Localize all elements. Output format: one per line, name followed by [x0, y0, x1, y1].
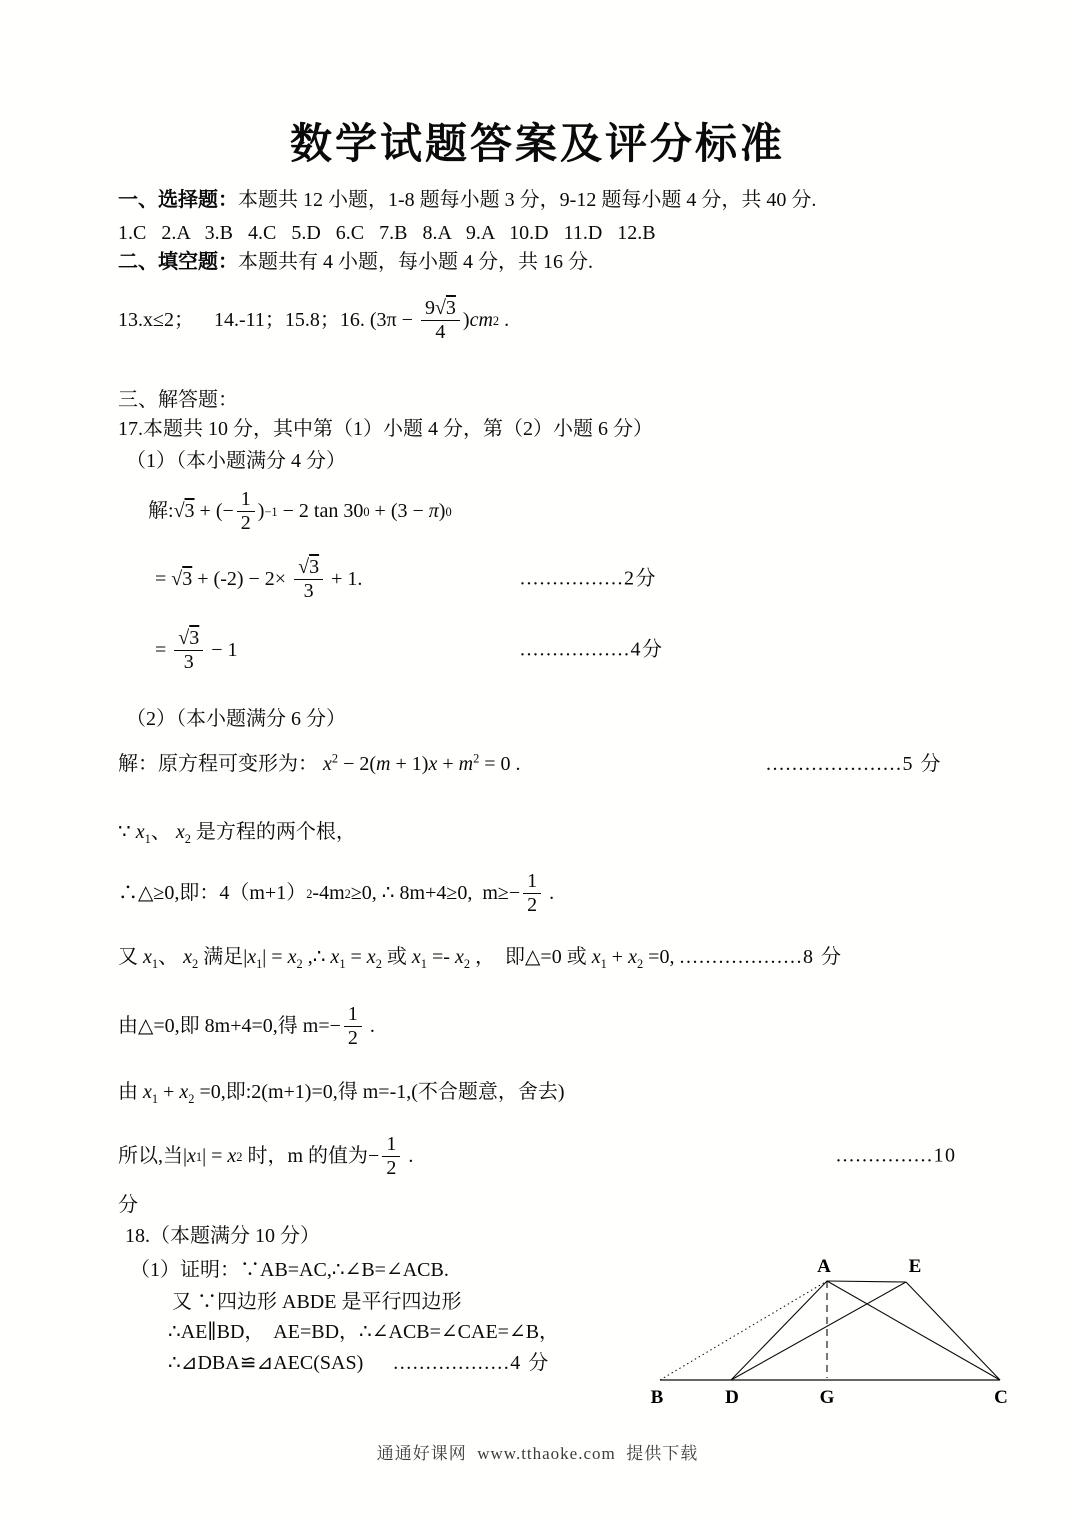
formula-text: + (−	[194, 500, 234, 522]
subscript: 2	[184, 832, 191, 846]
superscript: 2	[473, 751, 480, 766]
subscript: 2	[375, 957, 382, 971]
q17-part2-line7: 所以,当 | x 1 | = x 2 时，m 的值为− $\frac{1}{2}$ . ...............10	[118, 1133, 957, 1179]
formula-text: =	[155, 639, 172, 661]
formula-text: .	[544, 882, 555, 904]
formula-text: − 2(	[338, 753, 377, 775]
q17-part2-line2	[118, 820, 356, 845]
formula-text: =-	[426, 946, 455, 968]
section2-answers: 13.x≤2； 14.-11；15.8；16. (3π − $\frac{9√3}{4}$ ) cm 2 .	[118, 297, 510, 343]
fraction	[523, 870, 541, 917]
figure-line-AC	[827, 1281, 1000, 1380]
q18-line2: 又 ∵四边形 ABDE 是平行四边形	[172, 1291, 462, 1313]
subscript: 1	[256, 957, 263, 971]
sqrt-radicand: 3	[182, 568, 193, 590]
formula-text: + (3 −	[369, 500, 429, 522]
figure-label-D: D	[725, 1387, 739, 1408]
footer-text: 通通好课网 www.tthaoke.com 提供下载	[376, 1444, 699, 1463]
formula-text: 又	[118, 946, 143, 968]
fraction-denominator	[180, 651, 198, 674]
formula-part: x	[227, 1145, 237, 1167]
formula-text: 解:	[148, 500, 174, 522]
subscript: 2	[463, 957, 471, 971]
fraction-denominator	[431, 321, 449, 344]
formula-text: +	[437, 753, 459, 775]
q17-part1-label: （1）（本小题满分 4 分）	[126, 450, 346, 472]
q18-line3: ∴AE∥BD， AE=BD，∴∠ACB=∠CAE=∠B，	[168, 1321, 560, 1343]
score-dots: ...............10	[836, 1143, 957, 1166]
fraction-denominator	[300, 580, 318, 603]
formula-text: 所以,当	[118, 1145, 183, 1167]
formula-text: 2	[386, 1157, 397, 1179]
fraction-numerator	[174, 627, 203, 651]
formula-part: x	[187, 1145, 196, 1167]
q17-part2-line3: ∴△≥0,即：4（m+1） 2 -4m 2 ≥0, ∴ 8m+4≥0, m≥− $\frac{1}{2}$ .	[118, 870, 555, 916]
formula-part: x	[175, 821, 185, 843]
superscript: 2	[331, 751, 339, 766]
formula-part: x	[366, 946, 376, 968]
formula-text: ∴△≥0,即：4（m+1）	[118, 882, 307, 904]
sqrt-radicand: 3	[184, 500, 195, 522]
page-title: 数学试题答案及评分标准	[289, 120, 785, 167]
q18-line1: （1）证明：∵AB=AC,∴∠B=∠ACB.	[130, 1259, 449, 1281]
subscript: 1	[339, 957, 346, 971]
fraction-denominator	[382, 1157, 400, 1180]
formula-part: x	[628, 946, 637, 968]
figure-label-G: G	[819, 1387, 835, 1408]
section2-heading-bold: 二、填空题：	[118, 251, 238, 273]
formula-part: π	[428, 500, 439, 522]
formula-part: x	[143, 1081, 152, 1103]
q17-part1-step2	[155, 556, 715, 603]
formula-text: − 1	[206, 639, 238, 661]
formula-text: ≥0, ∴ 8m+4≥0, m≥−	[350, 882, 521, 904]
formula-text: +	[606, 946, 629, 968]
formula-text: = 0 .	[479, 753, 521, 775]
score-dots: ................2分	[520, 566, 657, 589]
formula-text: =0,	[643, 946, 680, 968]
formula-text: .	[499, 309, 510, 331]
formula-text: =	[345, 946, 367, 968]
formula-text: 2	[240, 512, 251, 534]
sqrt-radical: √3	[178, 627, 200, 649]
subscript: 2	[188, 1092, 195, 1106]
formula-text: + 1)	[390, 753, 429, 775]
figure-line-AE	[827, 1281, 906, 1282]
formula-text: ， 即△=0 或	[470, 946, 592, 968]
formula-part: x	[143, 946, 152, 968]
figure-line-EC	[906, 1282, 1000, 1380]
geometry-figure	[643, 1250, 1025, 1412]
formula-part: x	[247, 946, 257, 968]
subscript: 1	[151, 1092, 159, 1106]
fraction-numerator	[523, 870, 541, 894]
formula-part: m	[458, 753, 474, 775]
section1-heading-rest: 本题共 12 小题，1-8 题每小题 3 分，9-12 题每小题 4 分，共 40 分.	[238, 189, 817, 211]
score-dots: ...................8 分	[679, 946, 843, 968]
subscript: 1	[420, 957, 427, 971]
formula-part: x	[179, 1081, 189, 1103]
formula-text: .	[364, 1015, 375, 1037]
formula-text: 、	[150, 821, 176, 843]
subscript: 2	[296, 957, 303, 971]
fraction-denominator	[523, 894, 541, 917]
q17-intro: 17.本题共 10 分，其中第（1）小题 4 分，第（2）小题 6 分）	[118, 418, 653, 440]
fraction	[382, 1133, 400, 1180]
formula-part: x	[287, 946, 297, 968]
subscript: 1	[600, 957, 607, 971]
formula-text: 2	[527, 894, 538, 916]
formula-text: 13.x≤2； 14.-11；15.8；16. (3π −	[118, 309, 418, 331]
fraction-denominator	[344, 1027, 362, 1050]
q17-part2-label: （2）（本小题满分 6 分）	[126, 708, 346, 730]
formula-text: )	[462, 309, 470, 331]
figure-label-E: E	[908, 1256, 922, 1277]
formula-text: )	[257, 500, 265, 522]
q18-intro: 18.（本题满分 10 分）	[125, 1225, 320, 1247]
figure-line-DA	[731, 1281, 827, 1380]
q17-part1-step3	[155, 627, 715, 674]
fraction-denominator	[237, 512, 255, 535]
formula-text: 解：原方程可变形为：	[118, 753, 323, 775]
sqrt-radicand: 3	[309, 556, 320, 578]
section2-heading	[118, 250, 593, 275]
formula-text: 1	[386, 1133, 397, 1155]
formula-text: ∵	[118, 821, 136, 843]
figure-label-B: B	[650, 1387, 664, 1408]
formula-part: cm	[469, 309, 493, 331]
formula-text: 、	[158, 946, 184, 968]
fraction	[294, 556, 323, 603]
fraction-numerator	[344, 1003, 362, 1027]
section1-heading	[118, 188, 816, 213]
formula-text: )	[438, 500, 446, 522]
sqrt-radical: √3	[434, 297, 456, 319]
section2-heading-rest: 本题共有 4 小题，每小题 4 分，共 16 分.	[238, 251, 593, 273]
section1-answers: 1.C 2.A 3.B 4.C 5.D 6.C 7.B 8.A 9.A 10.D 11.D 12.B	[118, 222, 656, 244]
figure-label-A: A	[817, 1256, 831, 1277]
q17-part2-line8: 分	[118, 1194, 138, 1216]
q17-part2-line6	[118, 1080, 565, 1105]
formula-text: 或	[381, 946, 412, 968]
sqrt-radical: √3	[173, 500, 195, 522]
subscript: 2	[636, 957, 644, 971]
fraction	[174, 627, 203, 674]
formula-text: 4	[435, 321, 446, 343]
fraction	[344, 1003, 362, 1050]
formula-text: +	[158, 1081, 180, 1103]
formula-text: 3	[183, 651, 194, 673]
formula-text: − 2 tan 30	[277, 500, 364, 522]
formula-text: 2	[347, 1027, 358, 1049]
formula-text: + 1.	[326, 568, 363, 590]
q17-part2-line4	[118, 945, 842, 970]
formula-text: 1	[347, 1003, 358, 1025]
formula-part: x	[135, 821, 145, 843]
formula-text: 是方程的两个根，	[190, 821, 356, 843]
figure-label-C: C	[994, 1387, 1008, 1408]
formula-text: ∴⊿DBA≌⊿AEC(SAS)	[168, 1352, 394, 1374]
q17-part2-line5	[118, 1003, 375, 1050]
formula-part: x	[330, 946, 340, 968]
formula-part: x	[411, 946, 421, 968]
sqrt-radicand: 3	[189, 627, 200, 649]
formula-text: 9	[424, 297, 435, 319]
subscript: 1	[151, 957, 159, 971]
sqrt-radicand: 3	[445, 297, 456, 319]
figure-line-DE	[731, 1282, 906, 1380]
fraction	[421, 297, 460, 344]
formula-text: 1	[240, 488, 251, 510]
q17-part1-step1: 解: √3 + (− $\frac{1}{2}$ ) −1 − 2 tan 30 0 + (3 − π ) 0	[148, 488, 452, 534]
formula-text: 时，m 的值为−	[242, 1145, 380, 1167]
formula-text: 由	[118, 1081, 143, 1103]
formula-text: |	[243, 946, 248, 968]
formula-text: =0,即:2(m+1)=0,得 m=-1,(不合题意，舍去)	[194, 1081, 565, 1103]
geometry-figure-svg	[643, 1250, 1025, 1412]
fraction-numerator	[294, 556, 323, 580]
q17-part2-line1	[118, 752, 978, 777]
formula-text: |	[183, 1145, 188, 1167]
formula-text: 满足	[198, 946, 244, 968]
fraction-numerator	[421, 297, 460, 321]
section3-heading: 三、解答题：	[118, 389, 238, 411]
formula-text: -4m	[312, 882, 345, 904]
formula-text: ,∴	[302, 946, 331, 968]
formula-part: m	[376, 753, 391, 775]
formula-text: .	[403, 1145, 414, 1167]
formula-part: x	[323, 753, 332, 775]
formula-text: + (-2) − 2×	[192, 568, 292, 590]
fraction	[237, 488, 255, 535]
sqrt-radical: √3	[171, 568, 193, 590]
section1-heading-bold: 一、选择题：	[118, 189, 238, 211]
subscript: 2	[191, 957, 199, 971]
formula-text: 由△=0,即 8m+4=0,得 m=−	[118, 1015, 341, 1037]
fraction-numerator	[237, 488, 255, 512]
figure-dotted-line-BA	[660, 1281, 827, 1380]
formula-text: 3	[303, 580, 314, 602]
formula-text: | =	[202, 1145, 228, 1167]
formula-text: | =	[262, 946, 288, 968]
formula-part: x	[454, 946, 464, 968]
score-dots: .................4分	[520, 637, 664, 660]
fraction-numerator	[382, 1133, 400, 1157]
formula-text: 1	[527, 870, 538, 892]
formula-part: x	[183, 946, 192, 968]
formula-part: x	[428, 753, 438, 775]
formula-part: x	[591, 946, 601, 968]
formula-text: =	[155, 568, 172, 590]
subscript: 1	[144, 832, 151, 846]
sqrt-radical: √3	[298, 556, 320, 578]
score-dots: .....................5 分	[766, 753, 942, 775]
q18-line4	[168, 1351, 550, 1376]
score-dots: ..................4 分	[393, 1352, 550, 1374]
